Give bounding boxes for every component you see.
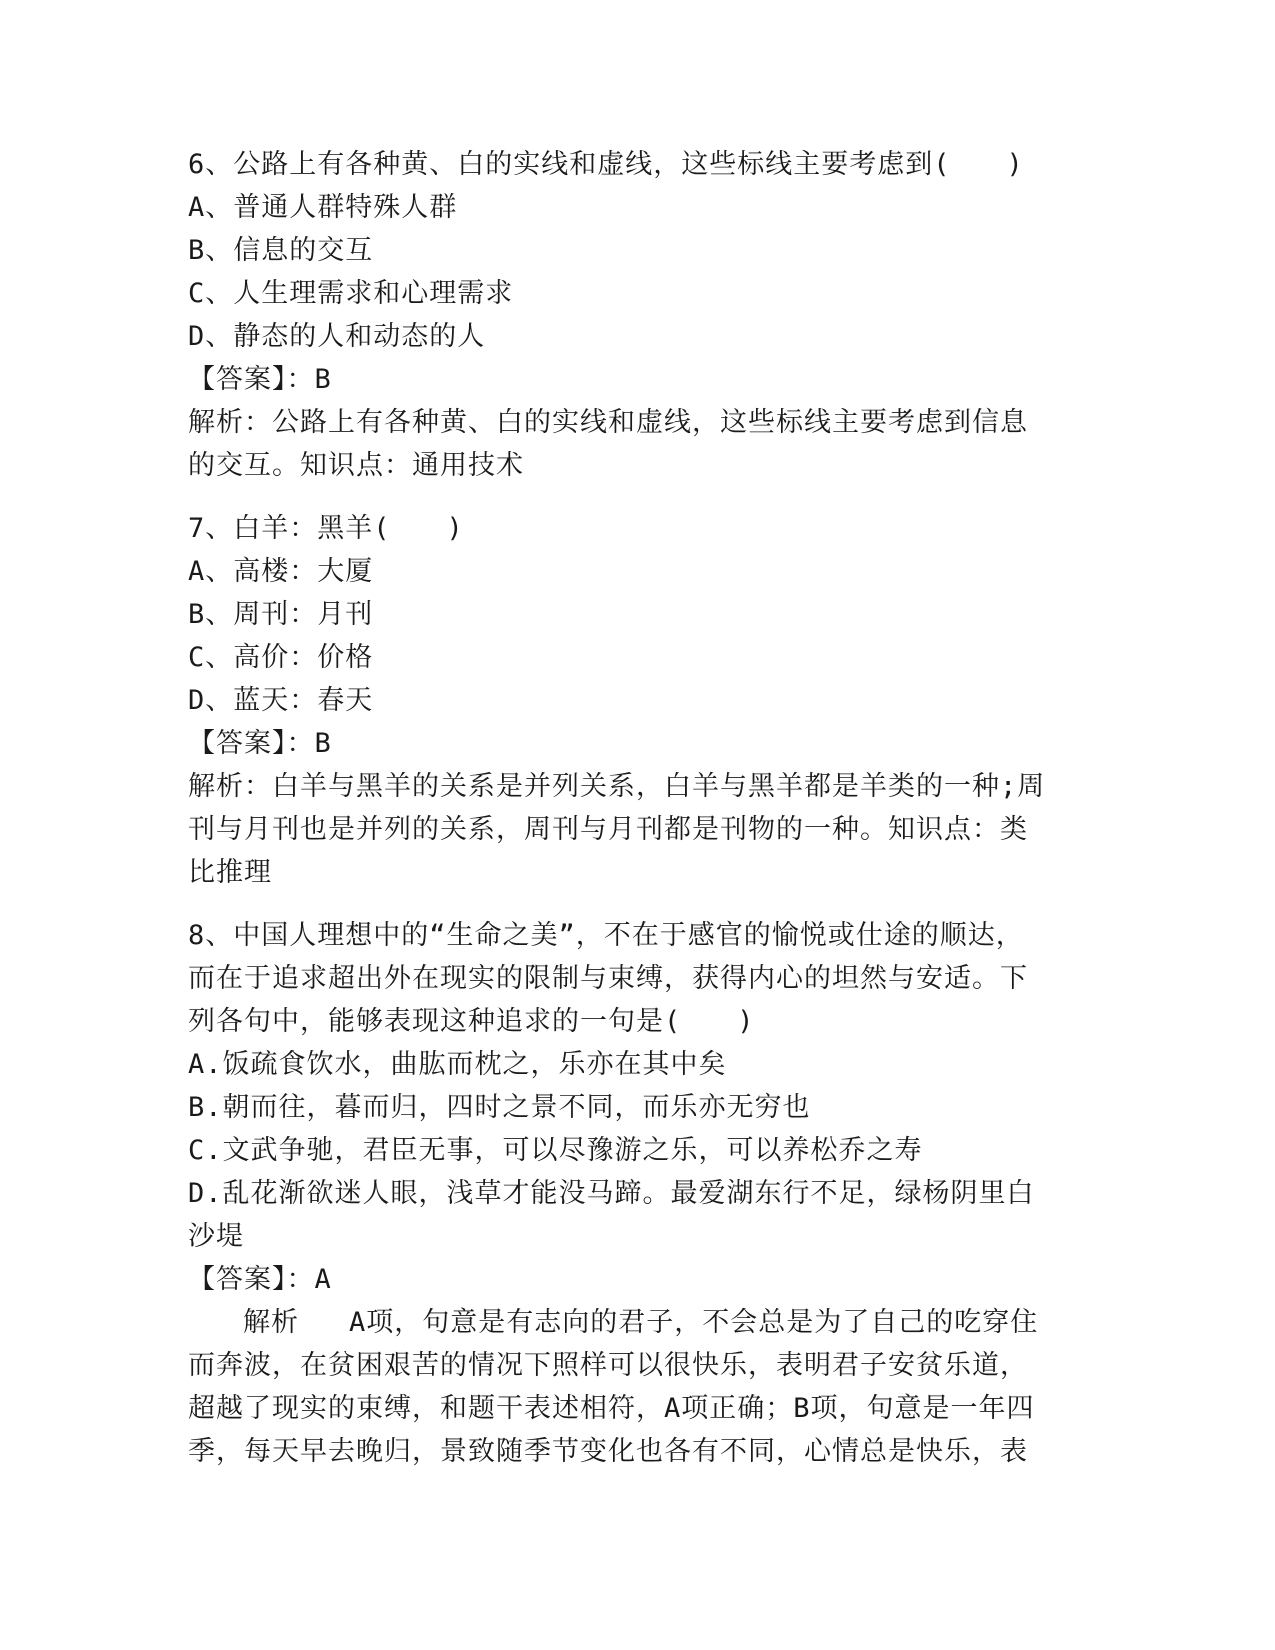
analysis-line: 解析：白羊与黑羊的关系是并列关系，白羊与黑羊都是羊类的一种;周: [188, 771, 1046, 802]
analysis-line: 刊与月刊也是并列的关系，周刊与月刊都是刊物的一种。知识点：类: [188, 814, 1028, 845]
question-stem: 6、公路上有各种黄、白的实线和虚线，这些标线主要考虑到( ): [188, 149, 1024, 180]
option-a: A.饭疏食饮水，曲肱而枕之，乐亦在其中矣: [188, 1049, 727, 1080]
analysis-line: 超越了现实的束缚，和题干表述相符，A项正确；B项，句意是一年四: [188, 1393, 1035, 1424]
option-b: B、周刊：月刊: [188, 599, 374, 630]
spacer: [188, 894, 1088, 914]
question-stem: 8、中国人理想中的“生命之美”，不在于感官的愉悦或仕途的顺达，: [188, 920, 1024, 951]
analysis-line: 的交互。知识点：通用技术: [188, 450, 524, 481]
option-c: C、高价：价格: [188, 642, 374, 673]
option-d: D、蓝天：春天: [188, 685, 374, 716]
analysis-first-line: [188, 1301, 1088, 1344]
question-stem: 7、白羊：黑羊( ): [188, 513, 464, 544]
question-8: [188, 914, 1088, 1473]
answer-line: 【答案】：A: [188, 1264, 332, 1295]
analysis-line: 而奔波，在贫困艰苦的情况下照样可以很快乐，表明君子安贫乐道，: [188, 1350, 1028, 1381]
answer-line: 【答案】：B: [188, 364, 332, 395]
option-b: B、信息的交互: [188, 235, 374, 266]
question-stem: 而在于追求超出外在现实的限制与束缚，获得内心的坦然与安适。下: [188, 963, 1028, 994]
analysis-text: A项，句意是有志向的君子，不会总是为了自己的吃穿住: [349, 1307, 1039, 1338]
question-7: [188, 507, 1088, 894]
option-a: A、高楼：大厦: [188, 556, 374, 587]
answer-line: 【答案】：B: [188, 728, 332, 759]
document-page: [188, 143, 1088, 1473]
analysis-line: 解析：公路上有各种黄、白的实线和虚线，这些标线主要考虑到信息: [188, 407, 1028, 438]
option-a: A、普通人群特殊人群: [188, 192, 458, 223]
option-b: B.朝而往，暮而归，四时之景不同，而乐亦无穷也: [188, 1092, 811, 1123]
analysis-label: 解析: [243, 1307, 299, 1338]
option-d: D、静态的人和动态的人: [188, 321, 486, 352]
option-d-continued: 沙堤: [188, 1221, 244, 1252]
question-stem: 列各句中，能够表现这种追求的一句是( ): [188, 1006, 755, 1037]
option-c: C.文武争驰，君臣无事，可以尽豫游之乐，可以养松乔之寿: [188, 1135, 923, 1166]
analysis-line: 比推理: [188, 857, 272, 888]
question-6: [188, 143, 1088, 487]
spacer: [188, 487, 1088, 507]
option-c: C、人生理需求和心理需求: [188, 278, 514, 309]
option-d: D.乱花渐欲迷人眼，浅草才能没马蹄。最爱湖东行不足，绿杨阴里白: [188, 1178, 1035, 1209]
analysis-line: 季，每天早去晚归，景致随季节变化也各有不同，心情总是快乐，表: [188, 1436, 1028, 1467]
